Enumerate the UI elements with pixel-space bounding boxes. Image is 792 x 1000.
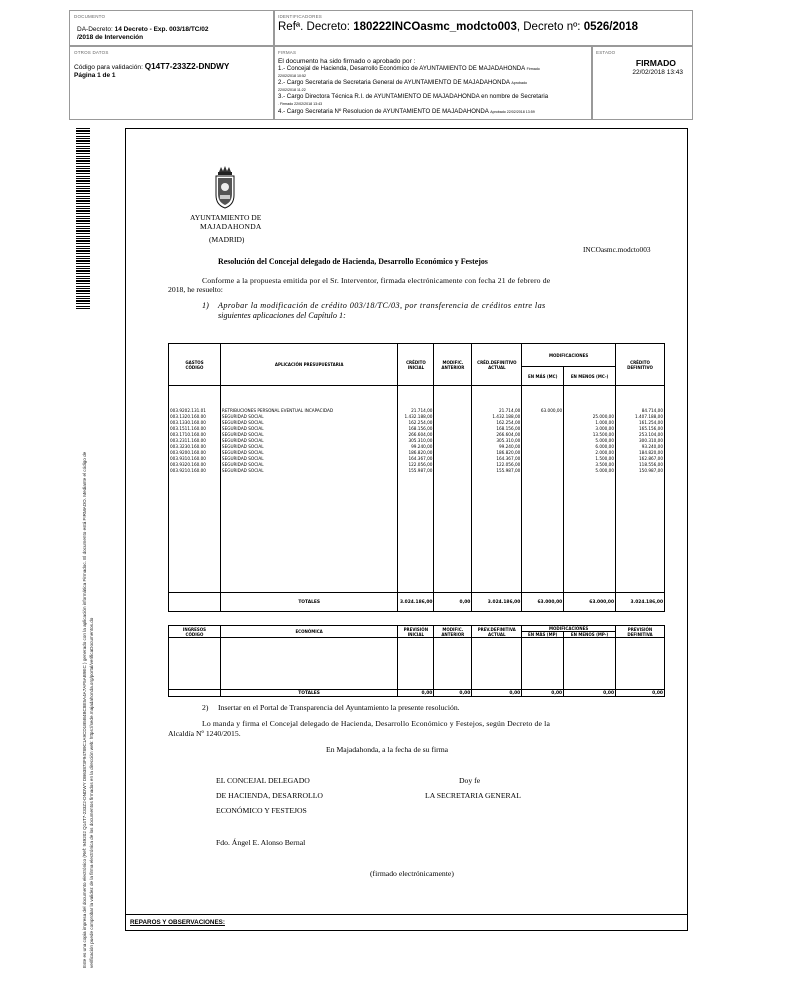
ref-code: 180222INCOasmc_modcto003 <box>353 21 517 33</box>
spacer-cell <box>434 386 472 408</box>
place-date: En Majadahonda, a la fecha de su firma <box>326 745 449 754</box>
totals-anterior: 0,00 <box>434 593 472 612</box>
codigo-prefix: Código para validación: <box>74 64 145 71</box>
documento-exp2: /2018 de Intervención <box>77 34 144 41</box>
codigo-validacion <box>74 62 229 71</box>
totals-empty <box>169 593 221 612</box>
totals-mas: 63.000,00 <box>522 593 564 612</box>
gastos-spacer-bottom <box>169 474 665 593</box>
ith-modificaciones: MODIFICACIONES <box>522 626 616 632</box>
spacer-cell <box>398 386 434 408</box>
cell-definitivo: 150.987,00 <box>616 468 665 474</box>
cell-inicial: 305.310,00 <box>398 438 434 444</box>
cell-inicial: 21.714,00 <box>398 408 434 414</box>
cell-definitivo: 161.254,00 <box>616 420 665 426</box>
ref-decreto <box>278 21 638 33</box>
item2-text: Insertar en el Portal de Transparencia del Ayuntamiento la presente resolución. <box>218 703 460 712</box>
item1-num: 1) <box>202 301 209 310</box>
cell-codigo: 003.9320.160.00 <box>169 462 221 468</box>
cell-codigo: 003.1320.160.00 <box>169 414 221 420</box>
spacer-cell <box>220 474 398 593</box>
cell-aplicacion: SEGURIDAD SOCIAL <box>220 444 398 450</box>
th-credito-definitivo <box>616 344 665 386</box>
cell-codigo: 003.9200.160.00 <box>169 450 221 456</box>
header-doc-box <box>69 10 275 46</box>
firmas-intro: El documento ha sido firmado o aprobado por : <box>278 58 416 65</box>
firma-2 <box>278 80 527 93</box>
firma-1 <box>278 66 540 79</box>
reparos-box <box>125 914 687 930</box>
th-modific-anterior <box>434 344 472 386</box>
ith-m-1: MODIFIC. <box>442 626 464 632</box>
firma-2-text: 2.- Cargo Secretaria de Secretaria General de AYUNTAMIENTO DE MAJADAHONDA <box>278 79 510 86</box>
ith-prev-final <box>616 626 665 638</box>
th-gastos <box>169 344 221 386</box>
cell-aplicacion: SEGURIDAD SOCIAL <box>220 432 398 438</box>
cell-actual: 164.367,00 <box>472 456 522 462</box>
ith-economica: ECONÓMICA <box>220 626 397 638</box>
firma-2-suffix: Aprobado <box>511 81 527 85</box>
totals-inicial: 3.024.186,00 <box>398 593 434 612</box>
firmas-label: FIRMAS <box>278 50 297 55</box>
th-ca-2: ACTUAL <box>488 364 506 370</box>
intro-line1: Conforme a la propuesta emitida por el Sr. Interventor, firmada electrónicamente con fecha 21 de febrero de <box>202 276 551 285</box>
cell-inicial: 164.367,00 <box>398 456 434 462</box>
cell-inicial: 186.820,00 <box>398 450 434 456</box>
totals-label: TOTALES <box>220 593 398 612</box>
itotals-mas: 0,00 <box>522 690 564 697</box>
spacer-cell <box>564 386 616 408</box>
ing-empty-1 <box>169 638 221 690</box>
header-id-box <box>273 10 693 46</box>
ith-prevision <box>398 626 434 638</box>
closing-line2: Alcaldía Nº 1240/2015. <box>168 729 241 738</box>
totals-menos: 63.000,00 <box>564 593 616 612</box>
cell-actual: 122.056,00 <box>472 462 522 468</box>
cell-definitivo: 300.310,00 <box>616 438 665 444</box>
itotals-definitivo: 0,00 <box>616 690 665 697</box>
coat-of-arms-icon <box>210 165 240 210</box>
cell-mas: 63.000,00 <box>522 408 564 414</box>
th-ci-2: INICIAL <box>407 364 425 370</box>
ing-empty-6 <box>522 638 564 690</box>
estado-label: ESTADO <box>596 50 616 55</box>
barcode <box>76 128 90 310</box>
cell-codigo: 003.1511.160.00 <box>169 426 221 432</box>
sign-left-2: DE HACIENDA, DESARROLLO <box>216 791 323 800</box>
item1-line1: Aprobar la modificación de crédito 003/18/TC/03, por transferencia de créditos entre las <box>218 301 546 310</box>
header-estado-box <box>591 46 693 120</box>
item1-line2: siguientes aplicaciones del Capítulo 1: <box>218 311 346 320</box>
th-ma-1: MODIFIC. <box>442 359 464 365</box>
firma-4-suffix: Aprobado 22/02/2018 13:59 <box>490 110 535 114</box>
th-credito-actual <box>472 344 522 386</box>
ith-en-mas: EN MÁS (MP) <box>522 632 564 638</box>
ing-empty-3 <box>398 638 434 690</box>
cell-codigo: 003.9210.160.00 <box>169 468 221 474</box>
cell-codigo: 003.9310.160.00 <box>169 456 221 462</box>
cell-actual: 186.820,00 <box>472 450 522 456</box>
firma-1-text: 1.- Concejal de Hacienda, Desarrollo Económico de AYUNTAMIENTO DE MAJADAHONDA <box>278 65 525 72</box>
cell-aplicacion: SEGURIDAD SOCIAL <box>220 426 398 432</box>
cell-inicial: 99.240,00 <box>398 444 434 450</box>
itotals-anterior: 0,00 <box>434 690 472 697</box>
firma-1-suffix: Firmado <box>526 67 540 71</box>
ingresos-table <box>168 625 665 697</box>
closing-line1: Lo manda y firma el Concejal delegado de Hacienda, Desarrollo Económico y Festejos, según Decreto de la <box>202 719 551 728</box>
documento-exp: 14 Decreto - Exp. 003/18/TC/02 <box>114 26 209 33</box>
otros-label: OTROS DATOS <box>74 50 109 55</box>
cell-aplicacion: SEGURIDAD SOCIAL <box>220 450 398 456</box>
gastos-table <box>168 343 665 612</box>
cell-codigo: 003.2311.160.00 <box>169 438 221 444</box>
cell-inicial: 122.056,00 <box>398 462 434 468</box>
th-ci-1: CRÉDITO <box>406 359 426 365</box>
spacer-cell <box>564 474 616 593</box>
pagina-label: Página 1 de 1 <box>74 72 116 79</box>
cell-aplicacion: SEGURIDAD SOCIAL <box>220 414 398 420</box>
cell-aplicacion: SEGURIDAD SOCIAL <box>220 456 398 462</box>
cell-menos: 3.000,00 <box>564 426 616 432</box>
sign-left-1: EL CONCEJAL DELEGADO <box>216 776 310 785</box>
cell-actual: 155.987,00 <box>472 468 522 474</box>
cell-inicial: 266.604,00 <box>398 432 434 438</box>
th-ca-1: CRÉD.DEFINITIVO <box>477 359 517 365</box>
sign-left-3: ECONÓMICO Y FESTEJOS <box>216 806 307 815</box>
itotals-label: TOTALES <box>220 690 397 697</box>
ith-pf-1: PREVISIÓN <box>627 626 653 632</box>
documento-prefix: DA-Decreto: <box>77 26 115 33</box>
cell-menos: 1.000,00 <box>564 420 616 426</box>
totals-actual: 3.024.186,00 <box>472 593 522 612</box>
cell-inicial: 1.432.188,00 <box>398 414 434 420</box>
totals-definitivo: 3.024.186,00 <box>616 593 665 612</box>
firma-3-text: 3.- Cargo Directora Técnica R.I. de AYUNTAMIENTO DE MAJADAHONDA en nombre de Secretaria <box>278 93 549 100</box>
cell-menos: 5.000,00 <box>564 468 616 474</box>
spacer-cell <box>169 386 221 408</box>
cell-actual: 1.432.188,00 <box>472 414 522 420</box>
th-modificaciones: MODIFICACIONES <box>522 344 616 367</box>
th-en-menos: EN MENOS (MC-) <box>564 367 616 386</box>
spacer-cell <box>220 386 398 408</box>
cell-aplicacion: SEGURIDAD SOCIAL <box>220 438 398 444</box>
ith-ingresos-label: INGRESOS <box>182 626 206 632</box>
documento-value <box>77 26 209 42</box>
ith-codigo-label: CÓDIGO <box>185 631 204 637</box>
th-credito-inicial <box>398 344 434 386</box>
firma-4 <box>278 108 535 115</box>
cell-aplicacion: RETRIBUCIONES PERSONAL EVENTUAL INCAPACIDAD <box>220 408 398 414</box>
ing-empty-7 <box>564 638 616 690</box>
org-line1: AYUNTAMIENTO DE <box>190 213 262 222</box>
cell-menos: 5.000,00 <box>564 438 616 444</box>
cell-codigo: 003.1710.160.00 <box>169 432 221 438</box>
cell-codigo: 003.9202.131.01 <box>169 408 221 414</box>
ith-pf-2: DEFINITIVA <box>627 631 653 637</box>
estado-value: FIRMADO <box>635 58 676 68</box>
identificadores-label: IDENTIFICADORES <box>278 14 323 19</box>
firma-3-date: . Firmado 22/02/2018 13:43 <box>278 101 323 106</box>
spacer-cell <box>522 386 564 408</box>
th-cd-2: DEFINITIVO <box>627 364 653 370</box>
cell-inicial: 155.987,00 <box>398 468 434 474</box>
ith-pd-2: ACTUAL <box>487 631 506 637</box>
cell-menos: 6.000,00 <box>564 444 616 450</box>
decreto-prefix: , Decreto nº: <box>516 21 584 33</box>
cell-menos: 2.000,00 <box>564 450 616 456</box>
cell-menos: 25.000,00 <box>564 414 616 420</box>
spacer-cell <box>398 474 434 593</box>
resolution-title: Resolución del Concejal delegado de Hacienda, Desarrollo Económico y Festejos <box>218 257 488 266</box>
spacer-cell <box>616 474 665 593</box>
sign-right-1: Doy fe <box>459 776 481 785</box>
codigo-value: Q14T7-233Z2-DNDWY <box>144 62 230 71</box>
side-text-2: verificación puede comprobar la validez de la firma electrónica de los documentos firmados en la dirección web: https://sede.majadahonda.org/portal/verificaDocumentos.do <box>89 617 94 968</box>
ith-pd-1: PREV.DEFINITIVA <box>477 626 516 632</box>
header-otros-box <box>69 46 275 120</box>
cell-menos: 13.500,00 <box>564 432 616 438</box>
itotals-empty <box>169 690 221 697</box>
firma-4-text: 4.- Cargo Secretaria Nº Resolucion de AYUNTAMIENTO DE MAJADAHONDA <box>278 108 489 115</box>
cell-definitivo: 118.556,00 <box>616 462 665 468</box>
cell-inicial: 168.156,00 <box>398 426 434 432</box>
cell-menos: 3.500,00 <box>564 462 616 468</box>
cell-definitivo: 1.407.188,00 <box>616 414 665 420</box>
itotals-menos: 0,00 <box>564 690 616 697</box>
ing-empty-4 <box>434 638 472 690</box>
cell-definitivo: 162.867,00 <box>616 456 665 462</box>
cell-actual: 21.714,00 <box>472 408 522 414</box>
spacer-cell <box>522 474 564 593</box>
cell-codigo: 003.3230.160.00 <box>169 444 221 450</box>
cell-definitivo: 165.156,00 <box>616 426 665 432</box>
th-cd-1: CRÉDITO <box>630 359 650 365</box>
spacer-cell <box>472 474 522 593</box>
firma-3 <box>278 94 548 107</box>
signer-name: Fdo. Ángel E. Alonso Bernal <box>216 838 306 847</box>
th-en-mas: EN MÁS (MC) <box>522 367 564 386</box>
ing-empty-5 <box>472 638 522 690</box>
firma-2-date: 22/02/2018 11:22 <box>278 87 306 92</box>
ref-code: INCOasmc.modcto003 <box>583 245 651 254</box>
th-aplicacion: APLICACIÓN PRESUPUESTARIA <box>220 344 398 386</box>
ith-p-2: INICIAL <box>407 631 425 637</box>
spacer-cell <box>616 386 665 408</box>
cell-aplicacion: SEGURIDAD SOCIAL <box>220 468 398 474</box>
firmado-electronicamente: (firmado electrónicamente) <box>370 869 454 878</box>
ing-empty-8 <box>616 638 665 690</box>
cell-actual: 99.240,00 <box>472 444 522 450</box>
th-ma-2: ANTERIOR <box>441 364 465 370</box>
decreto-number: 0526/2018 <box>583 21 639 33</box>
ith-ingresos <box>169 626 221 638</box>
cell-actual: 305.310,00 <box>472 438 522 444</box>
cell-inicial: 162.254,00 <box>398 420 434 426</box>
cell-codigo: 003.1330.160.00 <box>169 420 221 426</box>
cell-aplicacion: SEGURIDAD SOCIAL <box>220 420 398 426</box>
cell-definitivo: 184.820,00 <box>616 450 665 456</box>
cell-actual: 266.604,00 <box>472 432 522 438</box>
item2-num: 2) <box>202 703 209 712</box>
ith-m-2: ANTERIOR <box>441 631 465 637</box>
spacer-cell <box>434 474 472 593</box>
itotals-actual: 0,00 <box>472 690 522 697</box>
documento-label: DOCUMENTO <box>74 14 106 19</box>
spacer-cell <box>472 386 522 408</box>
gastos-spacer-top <box>169 386 665 408</box>
org-line2: MAJADAHONDA <box>200 222 262 231</box>
sign-right-2: LA SECRETARIA GENERAL <box>425 791 521 800</box>
th-gastos-label: GASTOS <box>185 359 204 365</box>
cell-definitivo: 253.104,00 <box>616 432 665 438</box>
org-line3: (MADRID) <box>209 235 245 244</box>
intro-line2: 2018, he resuelto: <box>168 285 223 294</box>
firma-1-date: 22/02/2018 10:52 <box>278 73 306 78</box>
header-firmas-box <box>273 46 593 120</box>
cell-definitivo: 93.240,00 <box>616 444 665 450</box>
itotals-inicial: 0,00 <box>398 690 434 697</box>
cell-definitivo: 84.714,00 <box>616 408 665 414</box>
cell-actual: 162.254,00 <box>472 420 522 426</box>
estado-date: 22/02/2018 13:43 <box>632 69 683 76</box>
ith-en-menos: EN MENOS (MP-) <box>564 632 616 638</box>
side-text-1: Este es una copia impresa del documento electrónico (Ref: 949202 Q14T7-233Z2-DNDWY DB63873F94789C1A9CD1B5B4BC8E5A4A7AF5AB9EC ) generado con la aplicación informática Firmadoc. El documento está FIRMADO. Mediante el código de <box>82 451 87 968</box>
ith-modific <box>434 626 472 638</box>
ref-prefix: Refª. Decreto: <box>278 21 354 33</box>
cell-actual: 168.156,00 <box>472 426 522 432</box>
ith-p-1: PREVISIÓN <box>403 626 429 632</box>
spacer-cell <box>169 474 221 593</box>
reparos-label: REPAROS Y OBSERVACIONES: <box>130 919 225 926</box>
ing-empty-2 <box>220 638 397 690</box>
ith-prev-def <box>472 626 522 638</box>
cell-menos: 1.500,00 <box>564 456 616 462</box>
cell-aplicacion: SEGURIDAD SOCIAL <box>220 462 398 468</box>
th-codigo-label: CÓDIGO <box>185 364 204 370</box>
